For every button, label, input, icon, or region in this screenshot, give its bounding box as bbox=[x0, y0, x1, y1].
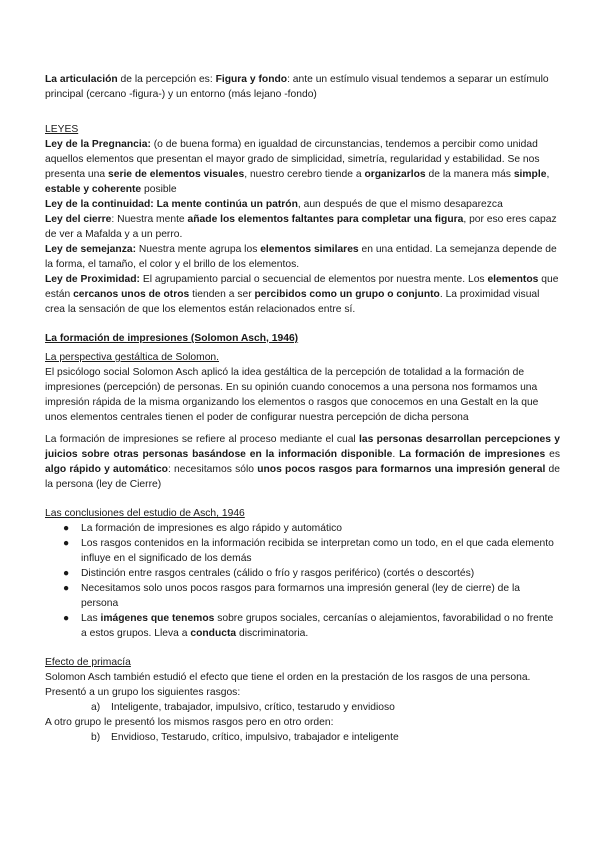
figura-fondo-paragraph: La articulación de la percepción es: Figura y fondo: ante un estímulo visual tendemos a separar un estímulo principal (cercano -figura-) y un entorno (más lejano -fondo) bbox=[45, 74, 549, 100]
trait-list-b: b) Envidioso, Testarudo, crítico, impulsivo, trabajador e inteligente bbox=[91, 732, 399, 743]
list-item: ● Distinción entre rasgos centrales (cálido o frío y rasgos periférico) (cortés o descortés) bbox=[63, 568, 475, 579]
conclusiones-heading: Las conclusiones del estudio de Asch, 1946 bbox=[45, 508, 245, 519]
primacia-intro-b: A otro grupo le presentó los mismos rasgos pero en otro orden: bbox=[45, 717, 334, 728]
bullet-icon: ● bbox=[63, 568, 70, 579]
primacia-paragraph: Solomon Asch también estudió el efecto que tiene el orden en la prestación de los rasgos de una persona. bbox=[45, 672, 531, 683]
ley-cierre: Ley del cierre: Nuestra mente añade los elementos faltantes para completar una figura, por eso eres capaz de ver a Mafalda y a un perro. bbox=[45, 214, 557, 240]
trait-list-a: a) Inteligente, trabajador, impulsivo, crítico, testarudo y envidioso bbox=[91, 702, 395, 713]
formacion-heading: La formación de impresiones (Solomon Asch, 1946) bbox=[45, 333, 299, 344]
ley-continuidad: Ley de la continuidad: La mente continúa un patrón, aun después de que el mismo desaparezca bbox=[45, 199, 503, 210]
bullet-icon: ● bbox=[63, 613, 70, 624]
leyes-heading: LEYES bbox=[45, 124, 79, 135]
primacia-intro-a: Presentó a un grupo los siguientes rasgos: bbox=[45, 687, 241, 698]
document-page bbox=[45, 72, 560, 745]
bullet-icon: ● bbox=[63, 583, 70, 594]
list-item: ● La formación de impresiones es algo rápido y automático bbox=[63, 523, 342, 534]
ley-pregnancia: Ley de la Pregnancia: (o de buena forma) en igualdad de circunstancias, tendemos a percibir como unidad aquellos elementos que presentan el mayor grado de simplicidad, simetría, regularidad y estabilidad. Se nos presenta una serie de elementos visuales, nuestro cerebro tiende a organizarlos de la manera más simple, estable y coherente posible bbox=[45, 139, 550, 195]
list-item: ● Los rasgos contenidos en la información recibida se interpretan como un todo, en el que cada elemento influye en el significado de los demás bbox=[63, 538, 554, 564]
list-item: ● Las imágenes que tenemos sobre grupos sociales, cercanías o alejamientos, favorabilidad o no frente a estos grupos. Lleva a conducta discriminatoria. bbox=[63, 613, 554, 639]
ley-semejanza: Ley de semejanza: Nuestra mente agrupa los elementos similares en una entidad. La semejanza depende de la forma, el tamaño, el color y el brillo de los elementos. bbox=[45, 244, 557, 270]
perspectiva-subheading: La perspectiva gestáltica de Solomon. bbox=[45, 352, 220, 363]
bullet-icon: ● bbox=[63, 538, 70, 549]
formacion-definition-paragraph: La formación de impresiones se refiere al proceso mediante el cual las personas desarrollan percepciones y juicios sobre otras personas basándose en la información disponible. La formación de impresiones es algo rápido y automático: necesitamos sólo unos pocos rasgos para formarnos una impresión general de la persona (ley de Cierre) bbox=[45, 434, 560, 490]
list-item: ● Necesitamos solo unos pocos rasgos para formarnos una impresión general (ley de cierre) de la persona bbox=[63, 583, 520, 609]
conclusiones-list bbox=[45, 521, 560, 641]
ley-proximidad: Ley de Proximidad: El agrupamiento parcial o secuencial de elementos por nuestra mente. Los elementos que están cercanos unos de otros tienden a ser percibidos como un grupo o conjunto. La proximidad visual crea la sensación de que los elementos están relacionados entre sí. bbox=[45, 274, 559, 315]
primacia-heading: Efecto de primacía bbox=[45, 657, 131, 668]
bullet-icon: ● bbox=[63, 523, 70, 534]
asch-paragraph: El psicólogo social Solomon Asch aplicó la idea gestáltica de la percepción de totalidad a la formación de impresiones (percepción) de personas. En su opinión cuando conocemos a una persona nos formamos una impresión rápida de la misma organizando los elementos o rasgos que conocemos en una Gestalt en la que unos elementos centrales tienen el poder de configurar nuestra percepción de dicha persona bbox=[45, 367, 539, 423]
